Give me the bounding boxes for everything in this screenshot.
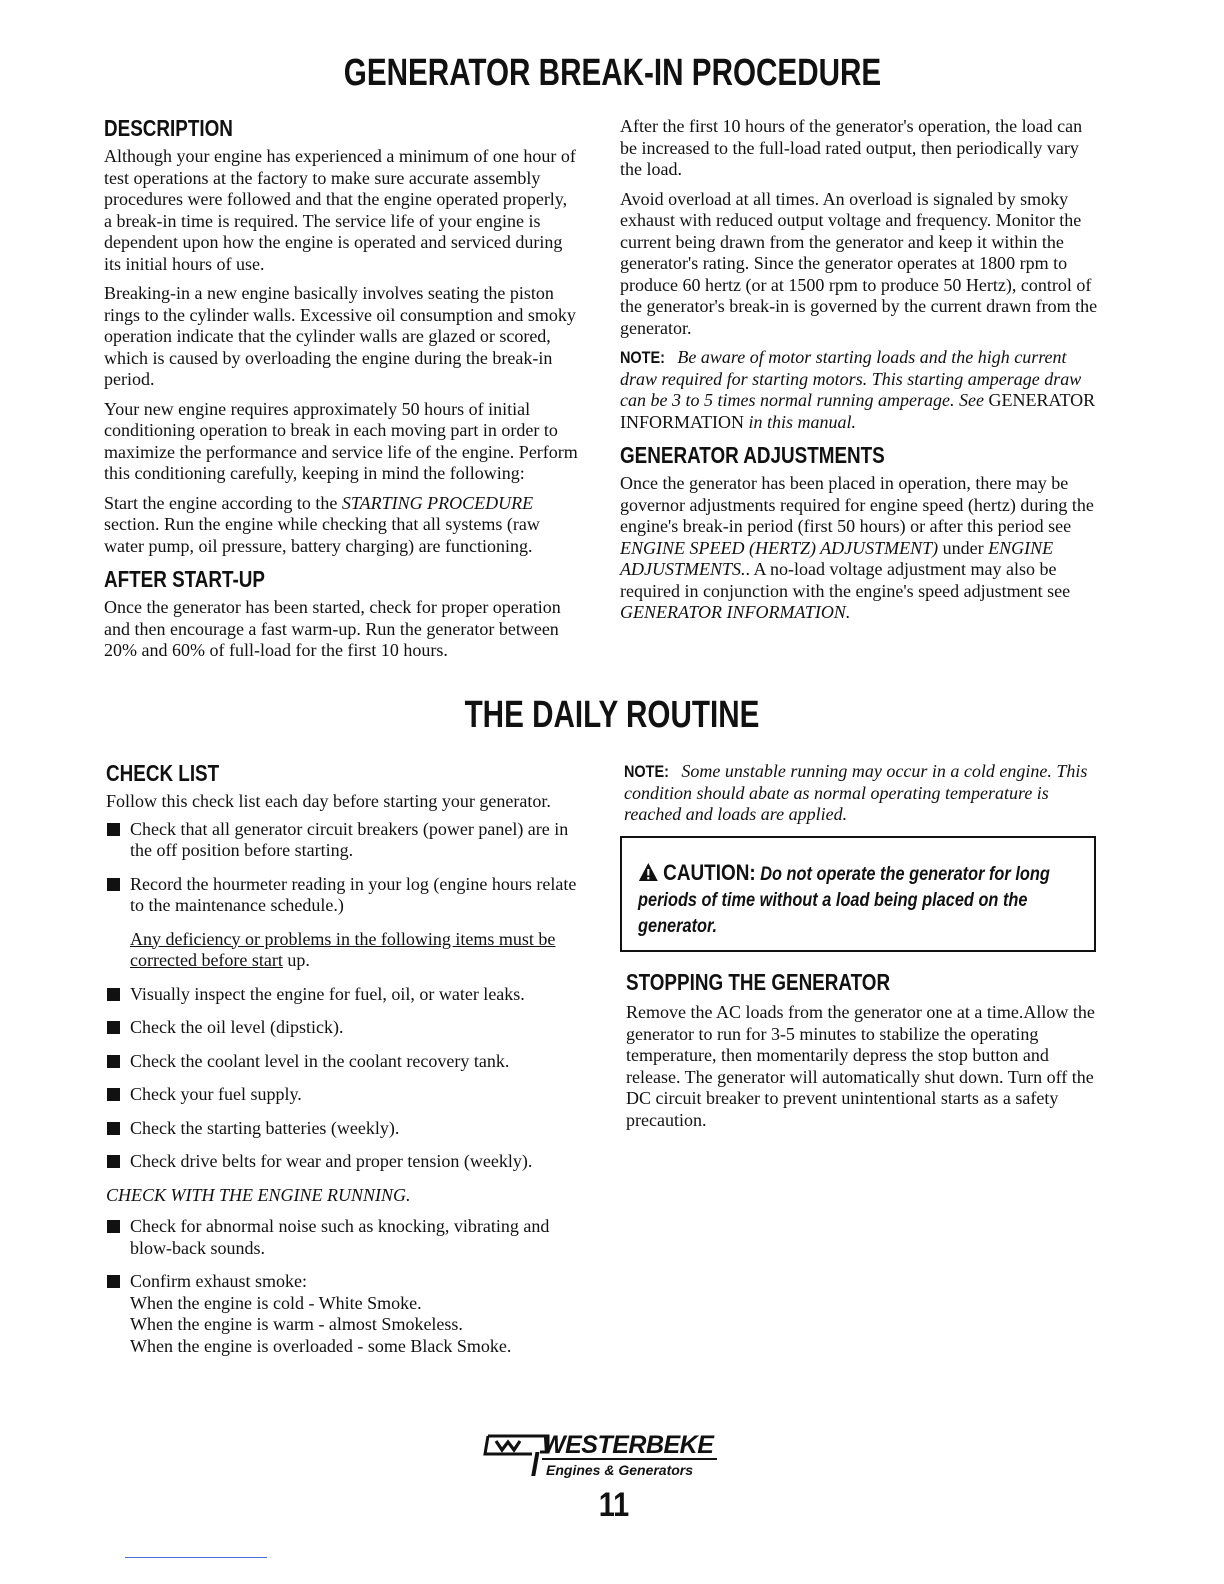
page-number: 11 <box>598 1486 630 1524</box>
square-bullet-icon <box>107 1275 120 1288</box>
list-item: Check for abnormal noise such as knocking, vibrating and blow-back sounds. <box>106 1216 586 1259</box>
list-item: Confirm exhaust smoke: When the engine is cold - White Smoke. When the engine is warm - almost Smokeless. When the engine is overloaded - some Black Smoke. <box>106 1271 586 1357</box>
description-paragraph-4: Start the engine according to the STARTING PROCEDURE section. Run the engine while checking that all systems (raw water pump, oil pressure, battery charging) are functioning. <box>104 492 540 556</box>
checklist-heading: CHECK LIST <box>106 760 220 786</box>
footer-rule <box>125 1557 267 1558</box>
square-bullet-icon <box>107 878 120 891</box>
brand-name: WESTERBEKE <box>542 1432 717 1460</box>
description-heading: DESCRIPTION <box>104 115 233 141</box>
note-label: NOTE: <box>624 762 669 781</box>
square-bullet-icon <box>107 988 120 1001</box>
list-item: Check your fuel supply. <box>106 1084 586 1106</box>
list-item: Visually inspect the engine for fuel, oil, or water leaks. <box>106 984 586 1006</box>
caution-text: CAUTION: Do not operate the generator for long periods of time without a load being placed on the generator. <box>638 860 1050 937</box>
square-bullet-icon <box>107 1220 120 1233</box>
deficiency-note: Any deficiency or problems in the following items must be corrected before start up. <box>130 928 556 970</box>
checklist-items-b <box>106 984 586 1173</box>
square-bullet-icon <box>107 1055 120 1068</box>
caution-box <box>620 836 1096 952</box>
description-paragraph-1: Although your engine has experienced a minimum of one hour of test operations at the factory to make sure accurate assembly procedures were followed and that the engine operated properly, a break-in time is required. The service life of your engine is dependent upon how the engine is operated and serviced during its initial hours of use. <box>104 146 576 274</box>
square-bullet-icon <box>107 1088 120 1101</box>
westerbeke-logo <box>482 1432 742 1492</box>
list-item: Record the hourmeter reading in your log (engine hours relate to the maintenance schedule.) <box>106 874 586 917</box>
checklist-items-c <box>106 1216 586 1357</box>
description-paragraph-3: Your new engine requires approximately 50 hours of initial conditioning operation to break in each moving part in order to maximize the performance and service life of the engine. Perform this conditioning carefully, keeping in mind the following: <box>104 398 578 483</box>
checklist-items-a <box>106 819 586 917</box>
stopping-paragraph: Remove the AC loads from the generator one at a time.Allow the generator to run for 3-5 minutes to stabilize the operating temperature, then momentarily depress the stop button and release. The generator will automatically shut down. Turn off the DC circuit breaker to prevent unintentional starts as a safety precaution. <box>626 1002 1095 1130</box>
after-startup-paragraph: Once the generator has been started, check for proper operation and then encourage a fast warm-up. Run the generator between 20% and 60% of full-load for the first 10 hours. <box>104 597 561 660</box>
overload-paragraph: Avoid overload at all times. An overload is signaled by smoky exhaust with reduced output voltage and frequency. Monitor the current being drawn from the generator and keep it within the generator's rating. Since the generator operates at 1800 rpm to produce 60 hertz (or at 1500 rpm to produce 50 Hertz), control of the generator's break-in is governed by the current drawn from the generator. <box>620 188 1098 338</box>
checklist-intro: Follow this check list each day before starting your generator. <box>106 791 551 811</box>
engine-running-heading: CHECK WITH THE ENGINE RUNNING. <box>106 1184 411 1205</box>
daily-right-column <box>624 761 1102 834</box>
break-in-right-column <box>620 116 1100 632</box>
square-bullet-icon <box>107 1122 120 1135</box>
load-increase-paragraph: After the first 10 hours of the generator's operation, the load can be increased to the full-load rated output, then periodically vary the load. <box>620 116 1083 179</box>
generator-adjustments-heading: GENERATOR ADJUSTMENTS <box>620 442 885 468</box>
section-title-daily-routine: THE DAILY ROUTINE <box>464 694 760 736</box>
stopping-heading: STOPPING THE GENERATOR <box>626 969 891 995</box>
note-label: NOTE: <box>620 348 665 367</box>
square-bullet-icon <box>107 1155 120 1168</box>
description-paragraph-2: Breaking-in a new engine basically involves seating the piston rings to the cylinder walls. Excessive oil consumption and smoky operation indicate that the cylinder walls are glazed or scored, which is caused by overloading the engine during the break-in period. <box>104 283 576 389</box>
list-item: Check the oil level (dipstick). <box>106 1017 586 1039</box>
list-item: Check the coolant level in the coolant recovery tank. <box>106 1051 586 1073</box>
generator-adjustments-paragraph: Once the generator has been placed in operation, there may be governor adjustments required for engine speed (hertz) during the engine's break-in period (first 50 hours) or after this period see ENGINE SPEED (HERTZ) ADJUSTMENT) under ENGINE ADJUSTMENTS.. A no-load voltage adjustment may also be required in conjunction with the engine's speed adjustment see GENERATOR INFORMATION. <box>620 473 1094 622</box>
square-bullet-icon <box>107 1021 120 1034</box>
motor-load-note: NOTE: Be aware of motor starting loads and the high current draw required for starting motors. This starting amperage draw can be 3 to 5 times normal running amperage. See GENERATOR INFORMATION in this manual. <box>620 347 1096 432</box>
list-item: Check the starting batteries (weekly). <box>106 1118 586 1140</box>
list-item: Check that all generator circuit breakers (power panel) are in the off position before starting. <box>106 819 586 862</box>
stopping-section <box>626 968 1102 1139</box>
list-item: Check drive belts for wear and proper tension (weekly). <box>106 1151 586 1173</box>
cold-engine-note: NOTE: Some unstable running may occur in a cold engine. This condition should abate as normal operating temperature is reached and loads are applied. <box>624 761 1088 824</box>
section-title-break-in: GENERATOR BREAK-IN PROCEDURE <box>343 52 881 94</box>
warning-triangle-icon <box>638 862 659 882</box>
square-bullet-icon <box>107 823 120 836</box>
description-column <box>104 114 578 670</box>
after-startup-heading: AFTER START-UP <box>104 566 266 592</box>
brand-tagline: Engines & Generators <box>546 1462 694 1478</box>
checklist-column <box>106 759 586 1369</box>
